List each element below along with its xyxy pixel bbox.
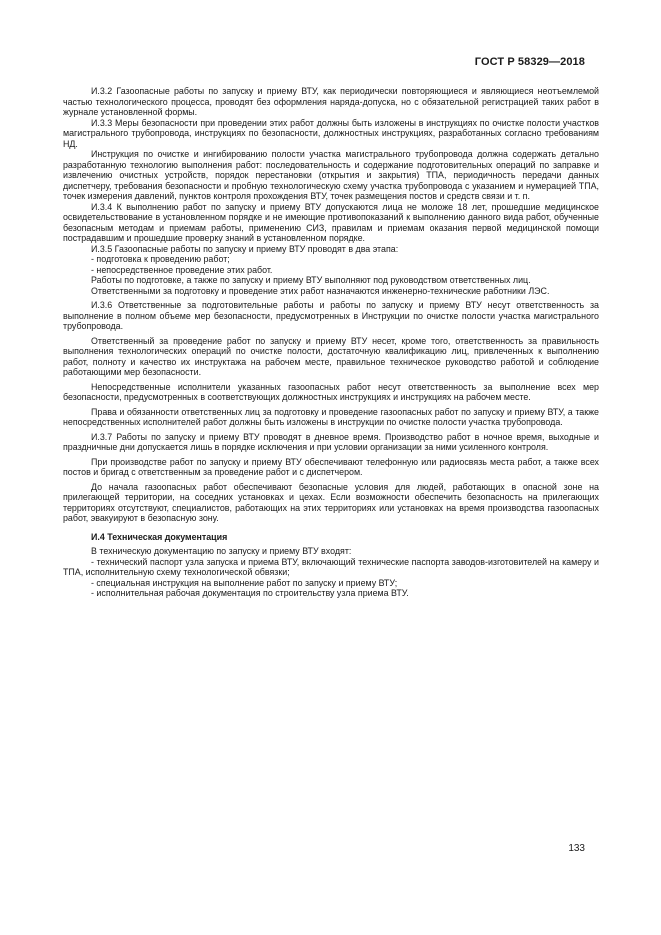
section-heading: И.4 Техническая документация	[91, 531, 228, 542]
document-id: ГОСТ Р 58329—2018	[474, 56, 585, 68]
paragraph: Права и обязанности ответственных лиц за подготовку и проведение газоопасных работ по запуску и приему ВТУ, а также непосредственных исполнителей работ должны быть изложены в инструкции по очистке полости участка трубопровода.	[63, 406, 599, 427]
paragraph: И.3.6 Ответственные за подготовительные работы и работы по запуску и приему ВТУ несут ответственность за выполнение в полном объеме мер безопасности, предусмотренных в Инструкции по очистке полости участка магистрального трубопровода.	[63, 300, 599, 331]
list-item: - непосредственное проведение этих работ.	[91, 264, 273, 275]
list-item: - специальная инструкция на выполнение работ по запуску и приему ВТУ;	[91, 577, 398, 588]
list-item: - подготовка к проведению работ;	[91, 254, 230, 264]
paragraph: И.3.3 Меры безопасности при проведении этих работ должны быть изложены в инструкциях по очистке полости участков магистрального трубопровода, инструкциях по безопасности, должностных инструкциях, разработанных согласно требованиям НД.	[63, 117, 599, 149]
page-number: 133	[568, 843, 585, 854]
list-item: - исполнительная рабочая документация по строительству узла приема ВТУ.	[91, 588, 409, 598]
paragraph: И.3.2 Газоопасные работы по запуску и приему ВТУ, как периодически повторяющиеся и являющиеся неотъемлемой частью технологического процесса, проводят без оформления наряда-допуска, но с обязательной регистрацией таких работ в журнале установленной формы.	[63, 86, 599, 117]
paragraph: И.3.7 Работы по запуску и приему ВТУ проводят в дневное время. Производство работ в ночное время, выходные и праздничные дни допускается лишь в порядке исключения и при условии организации за ними усиленного контроля.	[63, 431, 599, 452]
paragraph: При производстве работ по запуску и приему ВТУ обеспечивают телефонную или радиосвязь места работ, а также всех постов и бригад с ответственным за проведение работ и с диспетчером.	[63, 456, 599, 477]
paragraph: Ответственный за проведение работ по запуску и приему ВТУ несет, кроме того, ответственность за правильность выполнения технологических операций по очистке полости, достаточную квалификацию лиц, привлеченных к выполнению работ, полноту и качество их инструктажа на рабочем месте, правильное техническое руководство работой и соблюдение работающими мер безопасности.	[63, 335, 599, 377]
paragraph: Инструкция по очистке и ингибированию полости участка магистрального трубопровода должна содержать детально разработанную технологию выполнения работ: последовательность и содержание подготовительных операций по заправке и извлечению очистных устройств, порядок перестановки (открытия и закрытия) ТПА, периодичность передачи данных диспетчеру, требования безопасности и пробную технологическую схему участка трубопровода с указанием и нумерацией ТПА, точек измерения давлений, пунктов контроля прохождения ВТУ, точек размещения постов и средств связи и т. п.	[63, 149, 599, 201]
paragraph: В техническую документацию по запуску и приему ВТУ входят:	[91, 546, 352, 556]
body-text	[63, 86, 599, 599]
paragraph: Работы по подготовке, а также по запуску и приему ВТУ выполняют под руководством ответственных лиц.	[91, 275, 531, 285]
paragraph: И.3.5 Газоопасные работы по запуску и приему ВТУ проводят в два этапа:	[91, 243, 399, 254]
list-item: - технический паспорт узла запуска и приема ВТУ, включающий технические паспорта заводов-изготовителей на камеру и ТПА, исполнительную схему технологической обвязки;	[63, 556, 599, 577]
paragraph: Ответственными за подготовку и проведение этих работ назначаются инженерно-технические работники ЛЭС.	[91, 285, 550, 296]
paragraph: Непосредственные исполнители указанных газоопасных работ несут ответственность за выполнение всех мер безопасности, предусмотренных в соответствующих должностных инструкциях и инструкциях на рабочем месте.	[63, 381, 599, 402]
paragraph: И.3.4 К выполнению работ по запуску и приему ВТУ допускаются лица не моложе 18 лет, прошедшие медицинское освидетельствование в установленном порядке и не имеющие противопоказаний к выполнению данного вида работ, обученные безопасным методам и приемам работы, применению СИЗ, правилам и приемам оказания первой медицинской помощи пострадавшим и прошедшие проверку знаний в установленном порядке.	[63, 201, 599, 243]
paragraph: До начала газоопасных работ обеспечивают безопасные условия для людей, работающих в опасной зоне на прилегающей территории, на соседних установках и цехах. Если возможности обеспечить безопасность на прилегающих территориях отсутствуют, специалистов, работающих на этих территориях или установках на время производства газоопасных работ, эвакуируют в безопасную зону.	[63, 481, 599, 523]
